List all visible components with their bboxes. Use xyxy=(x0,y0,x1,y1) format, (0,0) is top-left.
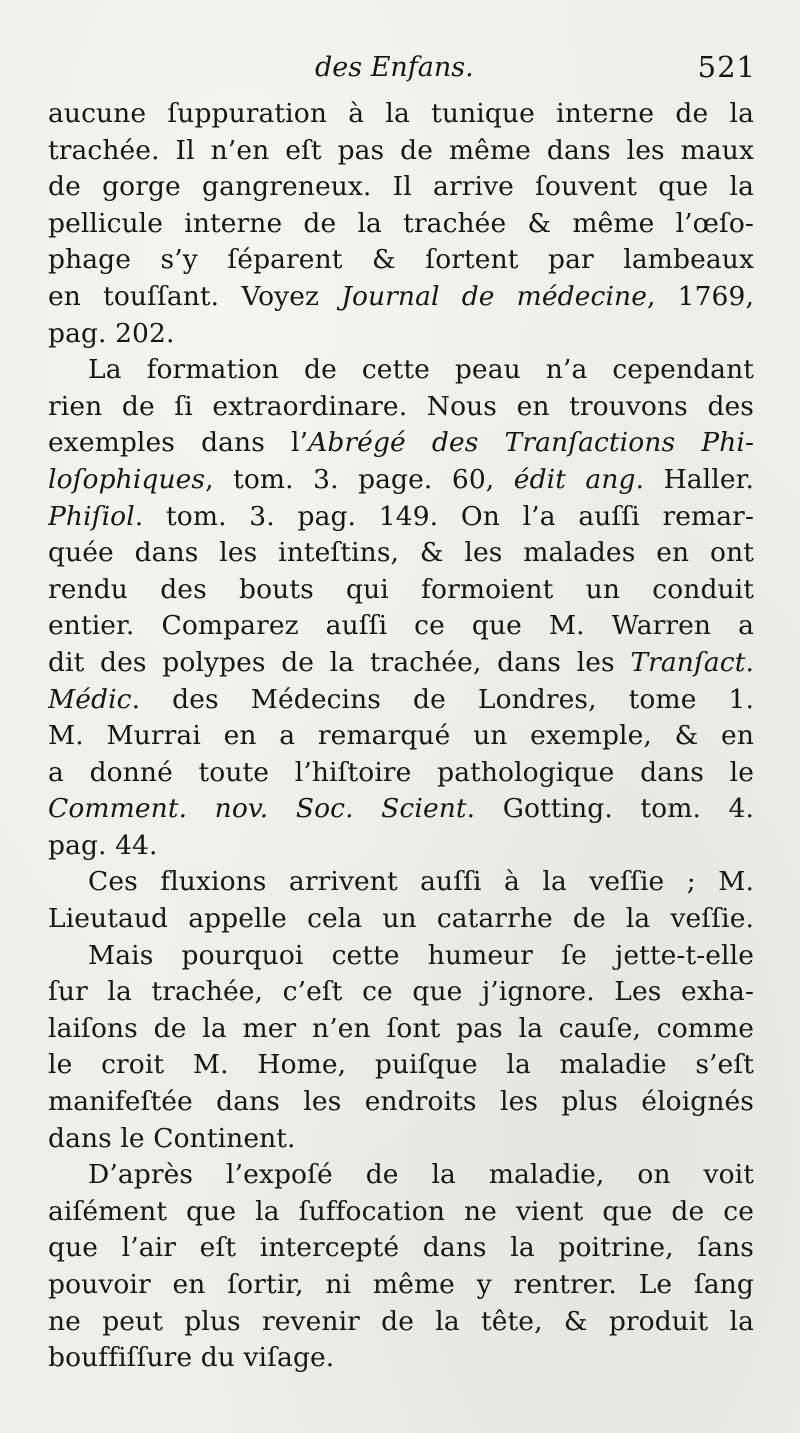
text-line xyxy=(48,572,754,609)
text-segment: , tom. 3. page. 60, xyxy=(205,463,514,495)
page-header xyxy=(50,48,756,94)
text-line xyxy=(48,169,754,206)
paragraph-start-line xyxy=(48,352,754,389)
text-line xyxy=(48,974,754,1011)
text-segment: de gorge gangreneux. Il arrive ſouvent que la xyxy=(48,171,754,203)
text-segment: dans le Continent. xyxy=(48,1122,296,1154)
citation-title: Journal de médecine xyxy=(341,280,647,312)
text-segment: . des Médecins de Londres, tome 1. xyxy=(131,683,754,715)
text-line xyxy=(48,1084,754,1121)
text-line xyxy=(48,462,754,499)
text-segment: rien de ſi extraordinare. Nous en trouvons des xyxy=(48,390,754,422)
text-line xyxy=(48,1230,754,1267)
paragraph-start-line xyxy=(48,938,754,975)
text-segment: bouffiſſure du viſage. xyxy=(48,1342,335,1374)
text-segment: Lieutaud appelle cela un catarrhe de la veſſie. xyxy=(48,903,754,935)
text-segment: en touſſant. Voyez xyxy=(48,280,342,312)
text-segment: aucune ſuppuration à la tunique interne de la xyxy=(48,98,754,129)
body-text xyxy=(48,96,754,1377)
text-segment: D’après l’expoſé de la maladie, on voit xyxy=(88,1159,754,1191)
text-line xyxy=(48,1304,754,1341)
text-segment: , 1769, xyxy=(646,280,754,312)
text-line xyxy=(48,1267,754,1304)
text-segment: exemples dans l’ xyxy=(48,427,309,459)
text-segment: Ces fluxions arrivent auſſi à la veſſie ; M. xyxy=(88,866,754,898)
text-segment: La formation de cette peau n’a cependant xyxy=(88,354,754,386)
text-segment: le croit M. Home, puiſque la maladie s’eſt xyxy=(48,1049,754,1081)
text-line xyxy=(48,828,754,865)
text-segment: pouvoir en ſortir, ni même y rentrer. Le ſang xyxy=(48,1269,754,1300)
citation-title: Abrégé des Tranſactions Phi- xyxy=(308,427,754,459)
text-segment: a donné toute l’hiſtoire pathologique dans le xyxy=(48,756,754,788)
text-segment: quée dans les inteſtins, & les malades en ont xyxy=(48,537,754,569)
text-segment: ſur la trachée, c’eſt ce que j’ignore. Les exha- xyxy=(48,976,754,1008)
text-segment: que l’air eſt intercepté dans la poitrine, ſans xyxy=(48,1232,754,1264)
paragraph-start-line xyxy=(48,864,754,901)
citation-title: Médic xyxy=(48,683,132,715)
text-segment: laiſons de la mer n’en ſont pas la cauſe, comme xyxy=(48,1012,754,1044)
text-line xyxy=(48,1340,754,1377)
text-segment: . Gotting. tom. 4. xyxy=(466,793,754,825)
text-segment: . Haller. xyxy=(635,463,754,495)
text-segment: ne peut plus revenir de la tête, & produit la xyxy=(48,1305,754,1337)
text-line xyxy=(48,1047,754,1084)
citation-title: loſophiques xyxy=(48,463,206,495)
citation-title: Phiſiol xyxy=(48,500,135,532)
text-segment: pag. 202. xyxy=(48,317,175,349)
text-line xyxy=(48,206,754,243)
text-line xyxy=(48,901,754,938)
text-line xyxy=(48,535,754,572)
text-line xyxy=(48,499,754,536)
running-head: des Enfans. xyxy=(315,52,474,83)
paragraph-start-line xyxy=(48,1157,754,1194)
text-segment: pag. 44. xyxy=(48,829,158,861)
text-segment: pellicule interne de la trachée & même l’œſo- xyxy=(48,207,754,239)
text-segment: rendu des bouts qui formoient un conduit xyxy=(48,573,754,605)
text-segment: Mais pourquoi cette humeur ſe jette-t-elle xyxy=(88,939,754,971)
text-line xyxy=(48,791,754,828)
page-number: 521 xyxy=(697,50,756,84)
text-line xyxy=(48,608,754,645)
text-line xyxy=(48,96,754,133)
text-segment: dit des polypes de la trachée, dans les xyxy=(48,646,631,678)
citation-title: Comment. nov. Soc. Scient xyxy=(48,793,467,825)
text-segment: entier. Comparez auſſi ce que M. Warren a xyxy=(48,610,754,642)
text-segment: aiſément que la ſuffocation ne vient que de ce xyxy=(48,1195,754,1227)
text-line xyxy=(48,755,754,792)
text-line xyxy=(48,1194,754,1231)
text-line xyxy=(48,718,754,755)
text-line xyxy=(48,389,754,426)
text-line xyxy=(48,279,754,316)
citation-title: Tranſact. xyxy=(630,646,754,678)
text-segment: . tom. 3. pag. 149. On l’a auſſi remar- xyxy=(134,500,754,532)
text-line xyxy=(48,242,754,279)
citation-title: édit ang xyxy=(513,463,636,495)
text-line xyxy=(48,645,754,682)
text-line xyxy=(48,133,754,170)
text-segment: manifeſtée dans les endroits les plus éloignés xyxy=(48,1086,754,1118)
text-line xyxy=(48,1011,754,1048)
text-segment: phage s’y ſéparent & ſortent par lambeaux xyxy=(48,244,754,276)
text-segment: M. Murrai en a remarqué un exemple, & en xyxy=(48,720,754,752)
text-segment: trachée. Il n’en eſt pas de même dans les maux xyxy=(48,134,754,166)
text-line xyxy=(48,682,754,719)
text-line xyxy=(48,1121,754,1158)
text-line xyxy=(48,425,754,462)
text-line xyxy=(48,316,754,353)
